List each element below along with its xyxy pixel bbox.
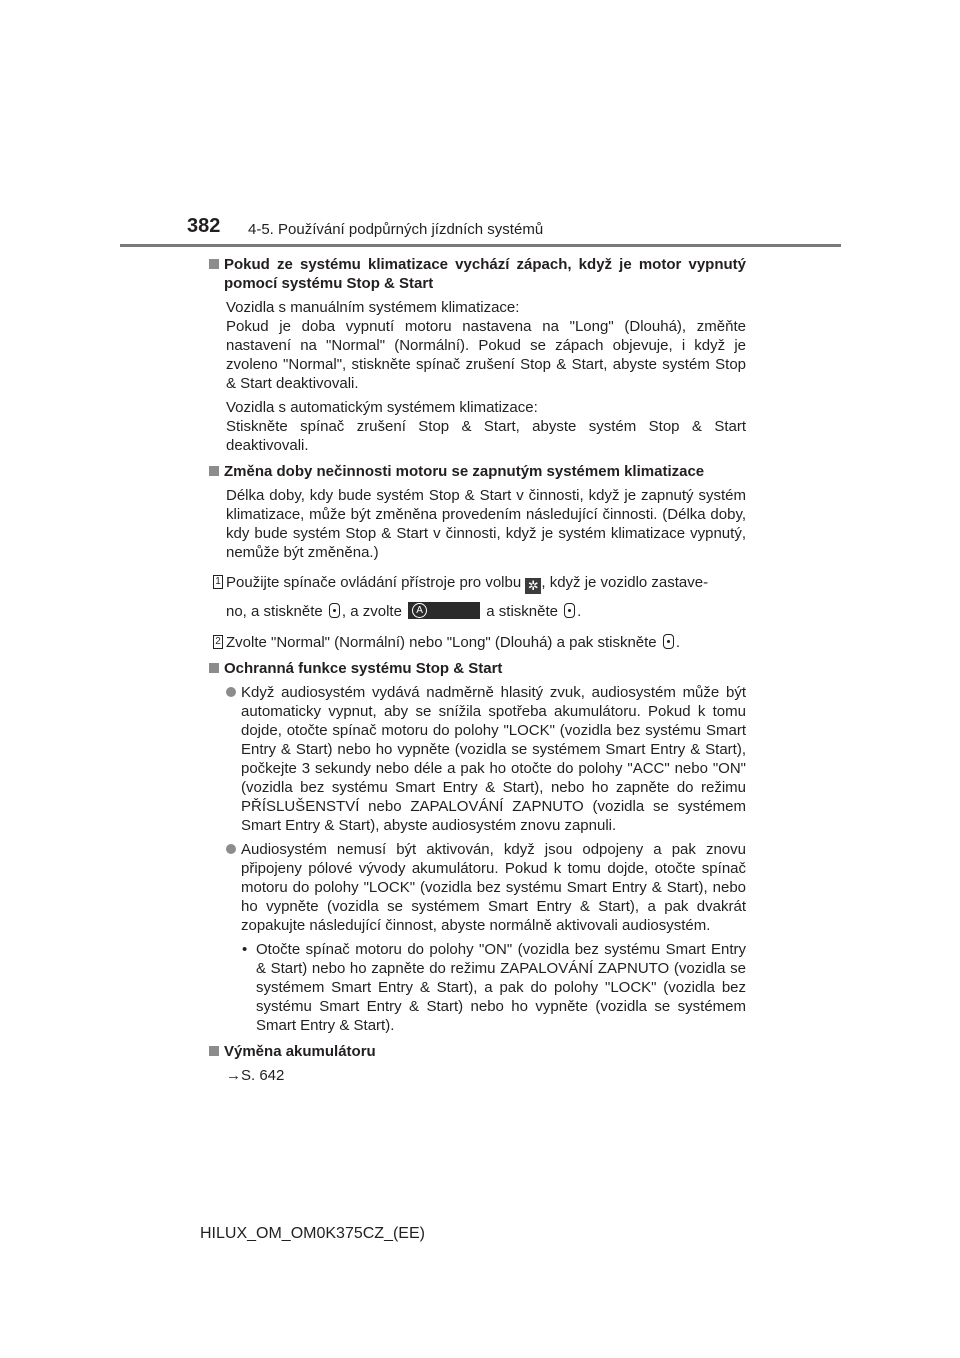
chapter-title: 4-5. Používání podpůrných jízdních systémů [248, 221, 544, 238]
step-1 [215, 573, 746, 621]
list-item [226, 840, 746, 935]
step-text: . [577, 603, 582, 620]
step-number: 2 [213, 635, 223, 649]
page-content [209, 255, 746, 1085]
step-text: Použijte spínače ovládání přístroje pro volbu [226, 574, 522, 591]
paragraph: Pokud je doba vypnutí motoru nastavena na "Long" (Dlouhá), změňte nastavení na "Normal" (Normální). Pokud se zápach objevuje, i když je zvoleno "Normal", stiskněte spínač zrušení Stop & Start, abyste systém Stop & Start deaktivovali. [226, 318, 746, 392]
heading-text: Ochranná funkce systému Stop & Start [224, 660, 503, 677]
square-bullet-icon [209, 1046, 219, 1056]
section-heading-battery [209, 1042, 746, 1061]
auto-stop-start-icon: A [412, 603, 427, 618]
list-item-text: Když audiosystém vydává nadměrně hlasitý zvuk, audiosystém může být automaticky vypnut, aby se snížila spotřeba akumulátoru. Pokud k tomu dojde, otočte spínač motoru do polohy "LOCK" (vozidla bez systému Smart Entry & Start) nebo ho vypněte (vozidla se systémem Smart Entry & Start), počkejte 3 sekundy nebo déle a pak ho otočte do polohy "ACC" nebo "ON" (vozidla bez systému Smart Entry & Start), nebo ho zapněte do režimu PŘÍSLUŠENSTVÍ nebo ZAPALOVÁNÍ ZAPNUTO (vozidla se systémem Smart Entry & Start), abyste audiosystém znovu zapnuli. [241, 684, 746, 834]
paragraph: Délka doby, kdy bude systém Stop & Start v činnosti, když je zapnutý systém klimatizace, může být změněna provedením následující činnosti. (Délka doby, kdy bude systém Stop & Start v činnosti, když je systém klimatizace vypnutý, nemůže být změněna.) [226, 487, 746, 561]
sub-list-item-text: Otočte spínač motoru do polohy "ON" (vozidla bez systému Smart Entry & Start) nebo ho zapněte do režimu ZAPALOVÁNÍ ZAPNUTO (vozidla se systémem Smart Entry & Start), a pak do polohy "LOCK" (vozidla bez systému Smart Entry & Start) nebo ho vypněte (vozidla se systémem Smart Entry & Start). [256, 941, 746, 1034]
enter-button-icon [663, 634, 674, 649]
section-heading-idle-time [209, 462, 746, 481]
square-bullet-icon [209, 259, 219, 269]
gear-icon: ✲ [525, 578, 541, 594]
stop-start-menu-icon [408, 602, 480, 619]
heading-text: Změna doby nečinnosti motoru se zapnutým systémem klimatizace [224, 463, 705, 480]
header-divider [120, 244, 841, 247]
step-text: Zvolte "Normal" (Normální) nebo "Long" (Dlouhá) a pak stiskněte [226, 634, 657, 651]
enter-button-icon [329, 603, 340, 618]
square-bullet-icon [209, 663, 219, 673]
step-number: 1 [213, 575, 223, 589]
heading-text: Pokud ze systému klimatizace vychází zápach, když je motor vypnutý pomocí systému Stop & Start [224, 256, 746, 292]
step-text: . [675, 634, 680, 651]
section-heading-odor [209, 255, 746, 293]
square-bullet-icon [209, 466, 219, 476]
list-item-text: Audiosystém nemusí být aktivován, když jsou odpojeny a pak znovu připojeny pólové vývody akumulátoru. Pokud k tomu dojde, otočte spínač motoru do polohy "LOCK" (vozidla bez systému Smart Entry & Start), nebo ho vypněte (vozidla se systémem Smart Entry & Start), a pak dvakrát zopakujte následující činnost, abyste normálně aktivovali audiosystém. [241, 841, 746, 934]
section-heading-protection [209, 659, 746, 678]
paragraph: Vozidla s manuálním systémem klimatizace: [226, 299, 520, 316]
list-item [226, 683, 746, 835]
circle-bullet-icon [226, 844, 236, 854]
enter-button-icon [564, 603, 575, 618]
step-line [226, 602, 746, 621]
circle-bullet-icon [226, 687, 236, 697]
step-text: , a zvolte [341, 603, 402, 620]
sub-list-item [242, 940, 746, 1035]
paragraph: Vozidla s automatickým systémem klimatizace: [226, 399, 538, 416]
paragraph: Stiskněte spínač zrušení Stop & Start, abyste systém Stop & Start deaktivovali. [226, 418, 746, 454]
sub-bullet-marker: • [242, 941, 248, 958]
step-text: , když je vozidlo zastave- [541, 574, 709, 591]
page-number: 382 [187, 215, 221, 237]
document-code: HILUX_OM_OM0K375CZ_(EE) [200, 1225, 425, 1242]
step-2 [215, 633, 746, 652]
step-text: no, a stiskněte [226, 603, 323, 620]
page-reference: →S. 642 [226, 1067, 285, 1084]
step-text: a stiskněte [486, 603, 558, 620]
heading-text: Výměna akumulátoru [224, 1043, 376, 1060]
